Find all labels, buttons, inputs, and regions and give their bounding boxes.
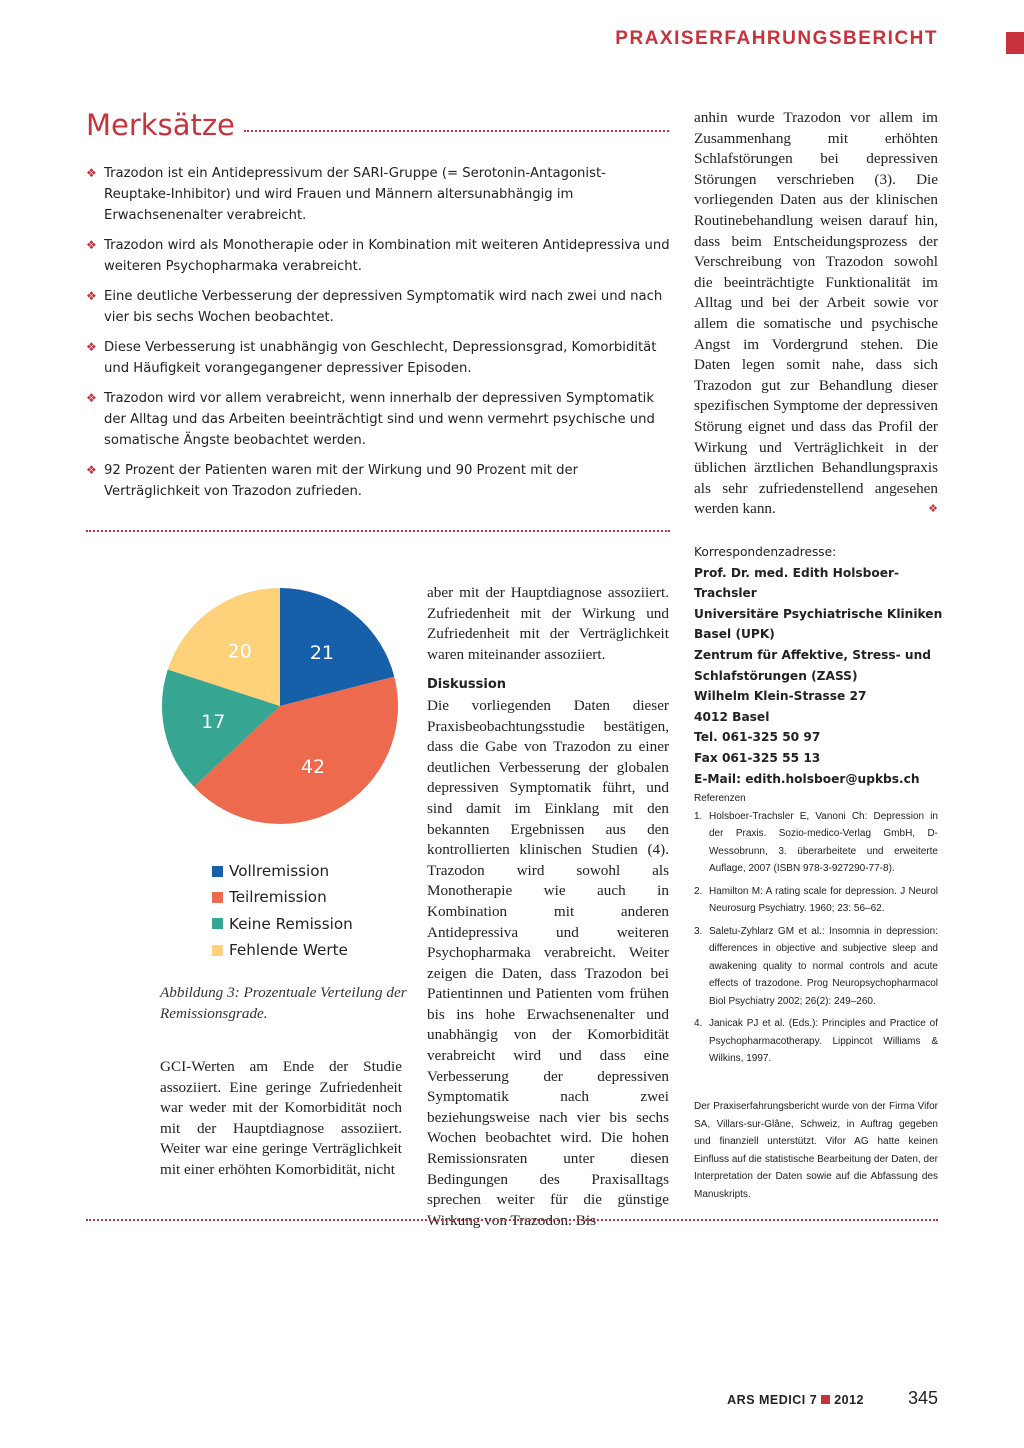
references-section bbox=[694, 790, 938, 1073]
merksatz-text: 92 Prozent der Patienten waren mit der Wirkung und 90 Prozent mit der Verträglichkeit von Trazodon zufrieden. bbox=[104, 463, 579, 499]
legend-label: Teilremission bbox=[229, 888, 327, 907]
correspondence-name: Prof. Dr. med. Edith Holsboer-Trachsler bbox=[694, 565, 900, 601]
remission-pie-chart bbox=[160, 586, 412, 838]
correspondence-line: Basel (UPK) bbox=[694, 627, 775, 642]
correspondence-line: 4012 Basel bbox=[694, 709, 770, 724]
page-number: 345 bbox=[907, 1388, 938, 1408]
legend-item bbox=[212, 858, 353, 884]
merksaetze-title: Merksätze bbox=[86, 108, 235, 142]
reference-item bbox=[694, 923, 938, 1011]
correspondence-line: Zentrum für Affektive, Stress- und bbox=[694, 647, 931, 662]
center-intro-paragraph: aber mit der Hauptdiagnose assoziiert. Zufriedenheit mit der Wirkung und Zufriedenheit mit der Verträglichkeit waren miteinander assoziiert. bbox=[427, 584, 669, 663]
correspondence-fax: Fax 061-325 55 13 bbox=[694, 750, 821, 765]
correspondence-email: E-Mail: edith.holsboer@upkbs.ch bbox=[694, 771, 920, 786]
legend-item bbox=[212, 911, 353, 937]
reference-text: Janicak PJ et al. (Eds.): Principles and Practice of Psychopharmacotherapy. Lippincot Williams & Wilkins, 1997. bbox=[709, 1018, 938, 1064]
chart-legend bbox=[212, 858, 353, 963]
merksatz-text: Trazodon wird vor allem verabreicht, wenn innerhalb der depressiven Symptomatik der Alltag und das Arbeiten beeinträchtigt sind und wenn vermehrt psychische und somatische Ängste beobachtet werden. bbox=[104, 391, 655, 448]
legend-swatch bbox=[212, 866, 223, 877]
legend-item bbox=[212, 937, 353, 963]
correspondence-address bbox=[694, 542, 944, 789]
reference-item bbox=[694, 883, 938, 918]
reference-item bbox=[694, 808, 938, 878]
merksatz-text: Trazodon ist ein Antidepressivum der SARI-Gruppe (= Serotonin-Antagonist-Reuptake-Inhibitor) und wird Frauen und Männern altersunabhängig im Erwachsenenalter verabreicht. bbox=[104, 166, 606, 223]
legend-swatch bbox=[212, 918, 223, 929]
correspondence-line: Schlafstörungen (ZASS) bbox=[694, 668, 858, 683]
header-color-block bbox=[1006, 32, 1024, 54]
merksatz-text: Eine deutliche Verbesserung der depressiven Symptomatik wird nach zwei und nach vier bis sechs Wochen beobachtet. bbox=[104, 289, 663, 325]
reference-number: 4. bbox=[694, 1018, 703, 1029]
right-column-text bbox=[694, 108, 938, 520]
correspondence-label: Korrespondenzadresse: bbox=[694, 545, 837, 559]
merksatz-text: Diese Verbesserung ist unabhängig von Geschlecht, Depressionsgrad, Komorbidität und Häufigkeit vorangegangener depressiver Episoden. bbox=[104, 340, 657, 376]
section-header-title: PRAXISERFAHRUNGSBERICHT bbox=[615, 28, 938, 49]
figure-caption: Abbildung 3: Prozentuale Verteilung der Remissionsgrade. bbox=[160, 984, 407, 1022]
title-dotted-rule bbox=[244, 130, 669, 132]
right-column-paragraph: anhin wurde Trazodon vor allem im Zusammenhang mit erhöhten Schlafstörungen bei depressiven Störungen verschrieben (3). Die vorliegenden Daten aus der klinischen Routinebehandlung weisen darauf hin, dass beim Entscheidungsprozess der Verschreibung von Trazodon sowohl die beeinträchtigte Funktionalität im Alltag und bei der Arbeit sowie vor allem die somatische und psychische Angst im Vordergrund stehen. Die Daten legen somit nahe, dass sich Trazodon gut zur Behandlung dieser spezifischen Symptome der depressiven Störung eignet und dass das Profil der Wirkung und Verträglichkeit in der üblichen ärztlichen Behandlungspraxis als sehr zufriedenstellend angesehen werden kann. bbox=[694, 109, 938, 518]
section-dotted-separator bbox=[86, 530, 670, 532]
bottom-dotted-separator bbox=[86, 1219, 938, 1221]
correspondence-phone: Tel. 061-325 50 97 bbox=[694, 730, 821, 745]
merksatz-item bbox=[86, 163, 670, 226]
merksatz-item bbox=[86, 388, 670, 451]
discussion-heading: Diskussion bbox=[427, 677, 507, 693]
diamond-bullet-icon: ❖ bbox=[86, 289, 97, 303]
footer-journal bbox=[727, 1393, 864, 1407]
merksatz-item bbox=[86, 460, 670, 502]
merksatz-item bbox=[86, 337, 670, 379]
diamond-bullet-icon: ❖ bbox=[86, 340, 97, 354]
legend-swatch bbox=[212, 945, 223, 956]
merksatz-item bbox=[86, 235, 670, 277]
middle-center-column bbox=[427, 583, 669, 1231]
references-list bbox=[694, 808, 938, 1068]
diamond-bullet-icon: ❖ bbox=[86, 166, 97, 180]
legend-item bbox=[212, 884, 353, 910]
funding-note: Der Praxiserfahrungsbericht wurde von der Firma Vifor SA, Villars-sur-Glâne, Schweiz, in Auftrag gegeben und finanziell unterstützt. Vifor AG hatte keinen Einfluss auf die statistische Bearbeitung der Daten, der Interpretation der Daten sowie auf die Abfassung des Manuskripts. bbox=[694, 1101, 938, 1200]
reference-number: 2. bbox=[694, 885, 703, 897]
legend-label: Fehlende Werte bbox=[229, 941, 348, 960]
end-of-article-icon: ❖ bbox=[928, 503, 938, 516]
middle-left-column-text: GCI-Werten am Ende der Studie assoziiert. Eine geringe Zufriedenheit war weder mit der Komorbidität noch mit der Hauptdiagnose assoziiert. Weiter war eine geringe Verträglichkeit mit einer erhöhten Komorbidität, nicht bbox=[160, 1058, 402, 1178]
merksaetze-list bbox=[86, 163, 670, 511]
pie-value-label: 42 bbox=[300, 755, 326, 778]
legend-label: Vollremission bbox=[229, 862, 330, 881]
correspondence-line: Wilhelm Klein-Strasse 27 bbox=[694, 689, 867, 704]
diamond-bullet-icon: ❖ bbox=[86, 238, 97, 252]
pie-value-label: 17 bbox=[201, 710, 226, 733]
reference-text: Hamilton M: A rating scale for depression. J Neurol Neurosurg Psychiatry. 1960; 23: 56–62. bbox=[709, 885, 938, 914]
reference-text: Holsboer-Trachsler E, Vanoni Ch: Depression in der Praxis. Sozio-medico-Verlag GmbH, D-Wessobrunn, 3. überarbeitete und erweiterte Auflage, 2007 (ISBN 978-3-927290-77-8). bbox=[709, 810, 938, 874]
correspondence-line: Universitäre Psychiatrische Kliniken bbox=[694, 606, 943, 621]
references-heading: Referenzen bbox=[694, 793, 746, 804]
journal-name: ARS MEDICI 7 bbox=[727, 1393, 818, 1407]
diamond-bullet-icon: ❖ bbox=[86, 391, 97, 405]
merksatz-text: Trazodon wird als Monotherapie oder in Kombination mit weiteren Antidepressiva und weiteren Psychopharmaka verabreicht. bbox=[104, 238, 670, 274]
pie-value-label: 20 bbox=[227, 640, 252, 663]
reference-number: 3. bbox=[694, 925, 703, 937]
legend-swatch bbox=[212, 892, 223, 903]
merksatz-item bbox=[86, 286, 670, 328]
reference-text: Saletu-Zyhlarz GM et al.: Insomnia in depression: differences in objective and subjective sleep and awakening quality to normal controls and acute effects of trazodone. Prog Neuropsychopharmacol Biol Psychiatry 2002; 26(2): 249–260. bbox=[709, 925, 938, 1007]
diamond-bullet-icon: ❖ bbox=[86, 463, 97, 477]
journal-year: 2012 bbox=[834, 1393, 864, 1407]
pie-value-label: 21 bbox=[309, 641, 335, 664]
reference-item bbox=[694, 1015, 938, 1068]
legend-label: Keine Remission bbox=[229, 914, 353, 933]
discussion-paragraph: Die vorliegenden Daten dieser Praxisbeobachtungsstudie bestätigen, dass die Gabe von Trazodon zu einer deutlichen Verbesserung der globalen depressiven Symptomatik führt, und sind damit im Einklang mit den bekannten Ergebnissen aus den kontrollierten klinischen Studien (4). Trazodon wird sowohl als Monotherapie wie auch in Kombination mit anderen Antidepressiva und weiteren Psychopharmaka verabreicht. Weiter zeigen die Daten, dass Trazodon bei Patientinnen und Patienten vom frühen bis ins hohe Erwachsenenalter und unabhängig von der Komorbidität verabreicht wird und dass eine Verbesserung der depressiven Symptomatik nach zwei beziehungsweise nach vier bis sechs Wochen beobachtet wird. Die hohen Remissionsraten unter diesen Bedingungen des Praxisalltags sprechen weiter für die günstige Wirkung von Trazodon. Bis bbox=[427, 696, 669, 1229]
footer-square-icon bbox=[821, 1395, 830, 1404]
reference-number: 1. bbox=[694, 810, 703, 822]
